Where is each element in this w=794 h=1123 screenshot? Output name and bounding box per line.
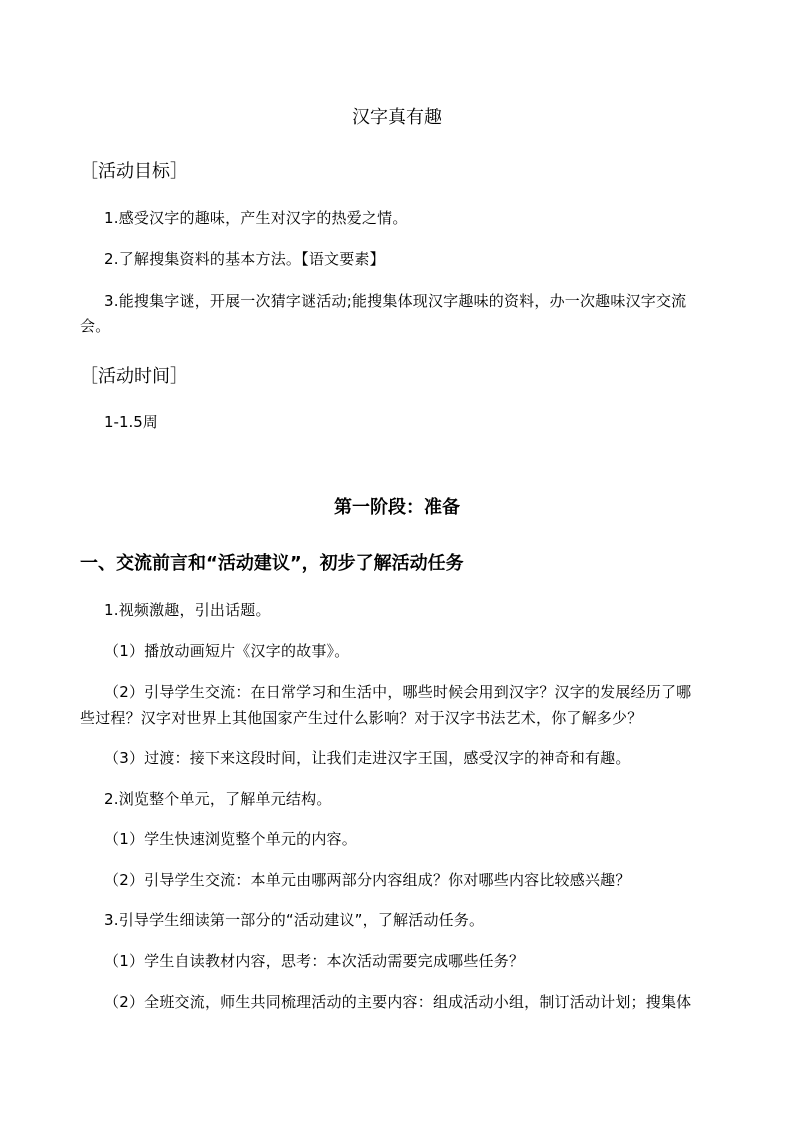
section-one-line-4: 些过程？汉字对世界上其他国家产生过什么影响？对于汉字书法艺术，你了解多少？ xyxy=(80,709,643,727)
objectives-heading: ［活动目标］ xyxy=(80,161,188,182)
section-one-line-11: （2）全班交流，师生共同梳理活动的主要内容：组成活动小组，制订活动计划；搜集体 xyxy=(104,993,692,1011)
section-one-line-6: 2.浏览整个单元，了解单元结构。 xyxy=(104,790,332,808)
objective-item-3-continued: 会。 xyxy=(80,317,111,335)
section-one-line-9: 3.引导学生细读第一部分的“活动建议”，了解活动任务。 xyxy=(104,911,485,929)
document-title: 汉字真有趣 xyxy=(352,107,442,128)
section-one-line-2: （1）播放动画短片《汉字的故事》。 xyxy=(104,642,350,660)
activity-time: 1-1.5周 xyxy=(104,413,158,431)
section-one-heading: 一、交流前言和“活动建议”，初步了解活动任务 xyxy=(80,553,464,574)
time-heading: ［活动时间］ xyxy=(80,366,188,387)
section-one-line-8: （2）引导学生交流：本单元由哪两部分内容组成？你对哪些内容比较感兴趣？ xyxy=(104,871,631,889)
objective-item-2: 2.了解搜集资料的基本方法。【语文要素】 xyxy=(104,250,385,268)
section-one-line-3: （2）引导学生交流：在日常学习和生活中，哪些时候会用到汉字？汉字的发展经历了哪 xyxy=(104,683,692,701)
objective-item-3: 3.能搜集字谜，开展一次猜字谜活动;能搜集体现汉字趣味的资料，办一次趣味汉字交流 xyxy=(104,292,687,310)
section-one-line-7: （1）学生快速浏览整个单元的内容。 xyxy=(104,830,357,848)
section-one-line-5: （3）过渡：接下来这段时间，让我们走进汉字王国，感受汉字的神奇和有趣。 xyxy=(104,749,631,767)
section-one-line-1: 1.视频激趣，引出话题。 xyxy=(104,601,271,619)
section-one-line-10: （1）学生自读教材内容，思考：本次活动需要完成哪些任务？ xyxy=(104,952,525,970)
stage-one-title: 第一阶段：准备 xyxy=(334,497,460,518)
objective-item-1: 1.感受汉字的趣味，产生对汉字的热爱之情。 xyxy=(104,209,408,227)
